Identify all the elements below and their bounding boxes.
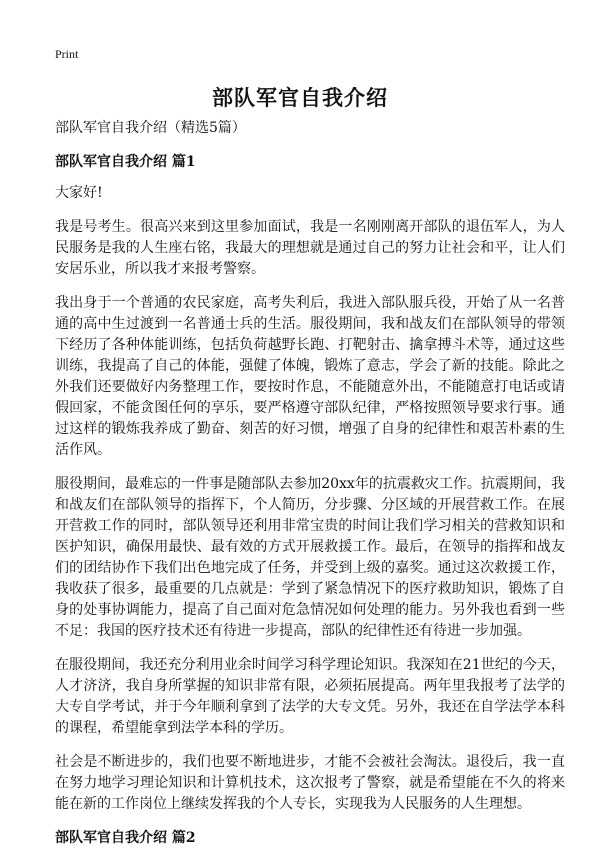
page-title: 部队军官自我介绍 (212, 85, 388, 110)
paragraph: 我是号考生。很高兴来到这里参加面试，我是一名刚刚离开部队的退伍军人，为人民服务是我的人生座右铭，我最大的理想就是通过自己的努力让社会和平，让人们安居乐业，所以我才来报考警察。 (55, 219, 565, 277)
greeting: 大家好! (55, 185, 103, 201)
paragraph: 在服役期间，我还充分利用业余时间学习科学理论知识。我深知在21世纪的今天，人才济济，我自身所掌握的知识非常有限，必须拓展提高。两年里我报考了法学的大专自学考试，并于今年顺利拿到了法学的大专文凭。另外，我还在自学法学本科的课程，希望能拿到法学本科的学历。 (55, 657, 565, 736)
subtitle: 部队军官自我介绍（精选5篇） (55, 120, 246, 136)
paragraph: 服役期间，最难忘的一件事是随部队去参加20xx年的抗震救灾工作。抗震期间，我和战友们在部队领导的指挥下，个人简历，分步骤、分区域的开展营救工作。在展开营救工作的同时，部队领导还利用非常宝贵的时间让我们学习相关的营救知识和医护知识，确保用最快、最有效的方式开展救援工作。最后，在领导的指挥和战友们的团结协作下我们出色地完成了任务，并受到上级的嘉奖。通过这次救援工作，我收获了很多，最重要的几点就是：学到了紧急情况下的医疗救助知识，锻炼了自身的处事协调能力，提高了自己面对危急情况如何处理的能力。另外我也看到一些不足：我国的医疗技术还有待进一步提高，部队的纪律性还有待进一步加强。 (55, 476, 565, 639)
paragraph: 社会是不断进步的，我们也要不断地进步，才能不会被社会淘汰。退役后，我一直在努力地学习理论知识和计算机技术，这次报考了警察，就是希望能在不久的将来能在新的工作岗位上继续发挥我的个人专长，实现我为人民服务的人生理想。 (55, 754, 565, 812)
section-heading: 部队军官自我介绍 篇1 (55, 154, 196, 170)
section-heading: 部队军官自我介绍 篇2 (55, 830, 196, 846)
print-link[interactable]: Print (55, 47, 79, 61)
paragraph: 我出身于一个普通的农民家庭，高考失利后，我进入部队服兵役，开始了从一名普通的高中生过渡到一名普通士兵的生活。服役期间，我和战友们在部队领导的带领下经历了各种体能训练，包括负荷越野长跑、打靶射击、擒拿搏斗术等，通过这些训练，我提高了自己的体能，强健了体魄，锻炼了意志，学会了新的技能。除此之外我们还要做好内务整理工作，要按时作息，不能随意外出，不能随意打电话或请假回家，不能贪图任何的享乐，要严格遵守部队纪律，严格按照领导要求行事。通过这样的锻炼我养成了勤奋、刻苦的好习惯，增强了自身的纪律性和艰苦朴素的生活作风。 (55, 295, 565, 458)
document-body (55, 118, 565, 859)
